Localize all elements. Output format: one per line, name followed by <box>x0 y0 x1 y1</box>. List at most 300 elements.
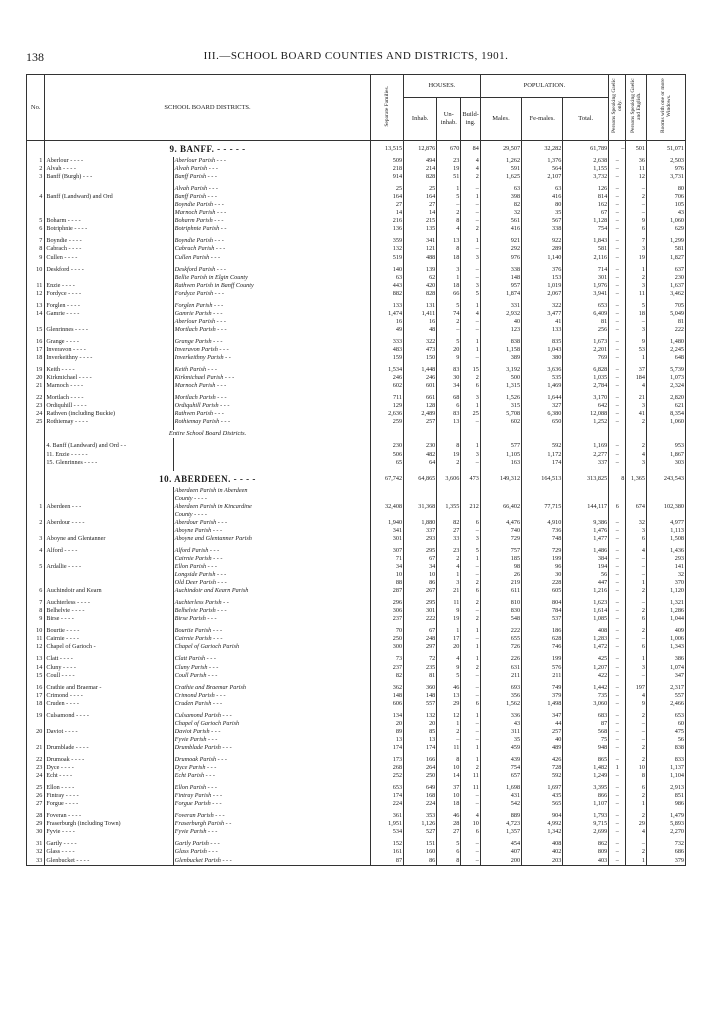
cell-g1: – <box>609 800 626 808</box>
cell-g1: – <box>609 217 626 225</box>
cell-no: 16 <box>27 338 45 346</box>
table-row <box>27 402 686 410</box>
cell-parish: Marnoch Parish - - - <box>173 209 370 217</box>
cell-inh: 1,411 <box>404 310 437 318</box>
cell-fam <box>370 495 403 503</box>
cell-district <box>45 736 173 744</box>
cell-g2: 8 <box>626 772 647 780</box>
cell-inh: 353 <box>404 812 437 820</box>
cell-r: 976 <box>646 165 685 173</box>
cell-g1: – <box>609 579 626 587</box>
cell-no: 25 <box>27 784 45 792</box>
cell-parish: Mortlach Parish - - - <box>173 326 370 334</box>
cell-parish: Old Deer Parish - - - <box>173 579 370 587</box>
cell-parish: Gamrie Parish - - - <box>173 310 370 318</box>
cell-tot: 1,249 <box>563 772 609 780</box>
cell-district: Forgue - - - - <box>45 800 173 808</box>
cell-f: 416 <box>522 193 563 201</box>
cell-parish: Daviot Parish - - - <box>173 728 370 736</box>
empty-cell <box>370 430 403 438</box>
cell-g1 <box>609 495 626 503</box>
cell-g1: – <box>609 318 626 326</box>
cell-g2: 6 <box>626 615 647 623</box>
cell-inh: 264 <box>404 764 437 772</box>
cell-g2: 9 <box>626 338 647 346</box>
cell-no: 5 <box>27 217 45 225</box>
cell-un: 9 <box>437 664 461 672</box>
cell-inh: 72 <box>404 655 437 663</box>
cell-bld: 2 <box>461 173 481 181</box>
cell-bld: 1 <box>461 302 481 310</box>
table-row <box>27 165 686 173</box>
cell-parish: Clatt Parish - - - <box>173 655 370 663</box>
cell-m: 315 <box>480 402 521 410</box>
cell-fam: 136 <box>370 225 403 233</box>
cell-bld: – <box>461 318 481 326</box>
cell-fam: 333 <box>370 338 403 346</box>
table-row <box>27 459 686 467</box>
cell-m: 542 <box>480 800 521 808</box>
table-row <box>27 487 686 495</box>
cell-bld: – <box>461 209 481 217</box>
table-row <box>27 812 686 820</box>
page-title: III.—SCHOOL BOARD COUNTIES AND DISTRICTS, 1901. <box>203 50 509 62</box>
census-table <box>26 74 686 866</box>
cell-g2: 18 <box>626 310 647 318</box>
cell-bld: – <box>461 607 481 615</box>
cell-tot: 313,825 <box>563 471 609 487</box>
table-row <box>27 527 686 535</box>
cell-m: 454 <box>480 840 521 848</box>
cell-r: 629 <box>646 225 685 233</box>
cell-fam: 10 <box>370 571 403 579</box>
empty-cell <box>626 430 647 438</box>
table-row <box>27 736 686 744</box>
table-row <box>27 828 686 836</box>
cell-no <box>27 720 45 728</box>
cell-g2: 4 <box>626 451 647 459</box>
cell-parish: Keith Parish - - - <box>173 366 370 374</box>
cell-r: 243,543 <box>646 471 685 487</box>
cell-no: 30 <box>27 828 45 836</box>
cell-fam: 602 <box>370 382 403 390</box>
cell-g2: – <box>626 555 647 563</box>
cell-tot: 2,201 <box>563 346 609 354</box>
col-gaelic-only <box>609 75 626 141</box>
county-total-row <box>27 471 686 487</box>
cell-f: 44 <box>522 720 563 728</box>
cell-fam: 359 <box>370 237 403 245</box>
cell-r: 732 <box>646 840 685 848</box>
cell-fam: 259 <box>370 418 403 426</box>
cell-no: 2 <box>27 519 45 527</box>
cell-fam: 300 <box>370 643 403 651</box>
cell-g2: – <box>626 720 647 728</box>
cell-r: 386 <box>646 655 685 663</box>
cell-m: 40 <box>480 318 521 326</box>
cell-bld <box>461 511 481 519</box>
cell-un: 8 <box>437 245 461 253</box>
cell-district: Fintray - - - - <box>45 792 173 800</box>
cell-fam: 173 <box>370 756 403 764</box>
cell-no: 11 <box>27 635 45 643</box>
cell-fam: 306 <box>370 607 403 615</box>
cell-g2: 2 <box>626 607 647 615</box>
cell-bld: 6 <box>461 519 481 527</box>
cell-r: 4,977 <box>646 519 685 527</box>
cell-fam: 250 <box>370 635 403 643</box>
table-row <box>27 245 686 253</box>
cell-tot: 12,088 <box>563 410 609 418</box>
cell-bld: 1 <box>461 627 481 635</box>
cell-r: 102,380 <box>646 503 685 511</box>
cell-r: 409 <box>646 627 685 635</box>
cell-g2: 2 <box>626 587 647 595</box>
cell-f: 1,172 <box>522 451 563 459</box>
cell-r: 51,071 <box>646 141 685 158</box>
cell-g1: – <box>609 599 626 607</box>
cell-m: 5,708 <box>480 410 521 418</box>
cell-fam: 914 <box>370 173 403 181</box>
cell-inh: 20 <box>404 720 437 728</box>
cell-fam: 87 <box>370 857 403 866</box>
cell-fam: 509 <box>370 157 403 165</box>
cell-f: 537 <box>522 615 563 623</box>
cell-g2: 6 <box>626 643 647 651</box>
cell-g2: 2 <box>626 848 647 856</box>
cell-tot: 6,409 <box>563 310 609 318</box>
cell-r: 1,867 <box>646 451 685 459</box>
cell-g2: 6 <box>626 535 647 543</box>
cell-tot: 1,107 <box>563 800 609 808</box>
cell-inh: 64,865 <box>404 471 437 487</box>
cell-f: 379 <box>522 692 563 700</box>
cell-f: 748 <box>522 535 563 543</box>
table-row <box>27 535 686 543</box>
cell-r: 222 <box>646 326 685 334</box>
cell-f: 347 <box>522 712 563 720</box>
cell-fam: 13 <box>370 736 403 744</box>
cell-fam: 230 <box>370 442 403 450</box>
cell-g2 <box>626 511 647 519</box>
cell-tot: 581 <box>563 245 609 253</box>
cell-bld: 15 <box>461 366 481 374</box>
cell-tot: 754 <box>563 225 609 233</box>
cell-fam: 67,742 <box>370 471 403 487</box>
cell-tot <box>563 487 609 495</box>
cell-un <box>437 495 461 503</box>
cell-m: 123 <box>480 326 521 334</box>
cell-bld: – <box>461 672 481 680</box>
cell-un: 21 <box>437 587 461 595</box>
cell-parish: Grange Parish - - - <box>173 338 370 346</box>
cell-tot: 1,476 <box>563 527 609 535</box>
page-number: 138 <box>26 50 44 64</box>
cell-m: 4,723 <box>480 820 521 828</box>
cell-g1: – <box>609 326 626 334</box>
empty-cell <box>437 430 461 438</box>
cell-district: Foveran - - - - <box>45 812 173 820</box>
cell-un: 20 <box>437 346 461 354</box>
cell-tot: 87 <box>563 720 609 728</box>
cell-f: 164,513 <box>522 471 563 487</box>
cell-un: 29 <box>437 700 461 708</box>
cell-bld: 6 <box>461 587 481 595</box>
cell-bld: – <box>461 266 481 274</box>
cell-g1: 6 <box>609 503 626 511</box>
cell-r: 1,120 <box>646 587 685 595</box>
cell-parish: Drumblade Parish - - - <box>173 744 370 752</box>
cell-tot: 422 <box>563 672 609 680</box>
cell-district <box>45 495 173 503</box>
cell-tot: 9,715 <box>563 820 609 828</box>
cell-district: Glenrinnes - - - - <box>45 326 173 334</box>
cell-g2: 1 <box>626 655 647 663</box>
cell-f: 4,992 <box>522 820 563 828</box>
cell-g1: – <box>609 635 626 643</box>
cell-g2: 4 <box>626 382 647 390</box>
cell-f: 228 <box>522 579 563 587</box>
cell-tot: 1,128 <box>563 217 609 225</box>
cell-fam: 237 <box>370 664 403 672</box>
col-inhab: Inhab. <box>404 97 437 140</box>
cell-tot: 1,252 <box>563 418 609 426</box>
cell-inh: 341 <box>404 237 437 245</box>
cell-g2 <box>626 487 647 495</box>
cell-no: 7 <box>27 599 45 607</box>
cell-tot: 735 <box>563 692 609 700</box>
cell-parish: Cairnie Parish - - - <box>173 555 370 563</box>
cell-tot: 1,976 <box>563 282 609 290</box>
table-row <box>27 692 686 700</box>
cell-inh: 86 <box>404 857 437 866</box>
cell-tot: 337 <box>563 459 609 467</box>
cell-tot: 447 <box>563 579 609 587</box>
cell-m: 729 <box>480 535 521 543</box>
cell-parish: Boyndie Parish - - - <box>173 237 370 245</box>
cell-district <box>45 318 173 326</box>
cell-f: 592 <box>522 442 563 450</box>
cell-tot: 683 <box>563 712 609 720</box>
cell-parish: Drumoak Parish - - - <box>173 756 370 764</box>
cell-bld: 4 <box>461 310 481 318</box>
cell-m: 331 <box>480 302 521 310</box>
cell-district: 11. Enzie - - - - - <box>45 451 173 459</box>
cell-un: 83 <box>437 366 461 374</box>
cell-parish: Rathven Parish - - - <box>173 410 370 418</box>
cell-inh: 62 <box>404 274 437 282</box>
cell-parish: Aberdeen Parish in Kincardine <box>173 503 370 511</box>
cell-f: 736 <box>522 527 563 535</box>
cell-parish: Fintray Parish - - - <box>173 792 370 800</box>
cell-fam: 73 <box>370 655 403 663</box>
cell-r: 1,321 <box>646 599 685 607</box>
cell-fam: 132 <box>370 245 403 253</box>
cell-m: 611 <box>480 587 521 595</box>
cell-inh: 1,126 <box>404 820 437 828</box>
cell-r: 293 <box>646 555 685 563</box>
table-row <box>27 326 686 334</box>
cell-g2: – <box>626 840 647 848</box>
cell-r: 1,480 <box>646 338 685 346</box>
cell-f: 6,380 <box>522 410 563 418</box>
cell-un: – <box>437 736 461 744</box>
subsection-title: Entire School Board Districts. <box>45 430 370 438</box>
cell-r: 370 <box>646 579 685 587</box>
cell-g1: – <box>609 728 626 736</box>
cell-r: 5,893 <box>646 820 685 828</box>
cell-parish: Fyvie Parish - - - <box>173 828 370 836</box>
cell-parish: Crathie and Braemar Parish <box>173 684 370 692</box>
cell-tot: 3,732 <box>563 173 609 181</box>
cell-un: 5 <box>437 302 461 310</box>
cell-g1 <box>609 511 626 519</box>
cell-bld: 1 <box>461 555 481 563</box>
cell-inh: 34 <box>404 563 437 571</box>
cell-g2: 3 <box>626 459 647 467</box>
cell-r: 557 <box>646 692 685 700</box>
cell-g2: 10 <box>626 764 647 772</box>
cell-bld: – <box>461 792 481 800</box>
cell-bld: 6 <box>461 382 481 390</box>
cell-fam: 1,951 <box>370 820 403 828</box>
table-row <box>27 857 686 866</box>
cell-m: 655 <box>480 635 521 643</box>
cell-district: Daviot - - - - <box>45 728 173 736</box>
cell-no <box>27 274 45 282</box>
cell-g1: – <box>609 225 626 233</box>
cell-m: 98 <box>480 563 521 571</box>
cell-g2: 3 <box>626 402 647 410</box>
cell-g2: 37 <box>626 366 647 374</box>
cell-inh: 214 <box>404 165 437 173</box>
cell-inh: 135 <box>404 225 437 233</box>
cell-g1: – <box>609 519 626 527</box>
cell-no: 19 <box>27 712 45 720</box>
cell-g2: 2 <box>626 756 647 764</box>
cell-parish: County - - - - <box>173 511 370 519</box>
cell-g1: – <box>609 587 626 595</box>
cell-parish: Alvah Parish - - - <box>173 185 370 193</box>
cell-m: 1,874 <box>480 290 521 298</box>
cell-g2: 6 <box>626 784 647 792</box>
cell-district: Enzie - - - - <box>45 282 173 290</box>
cell-no: 23 <box>27 764 45 772</box>
cell-g1: – <box>609 547 626 555</box>
cell-parish: Mortlach Parish - - - <box>173 394 370 402</box>
cell-tot: 6,828 <box>563 366 609 374</box>
cell-district: Auchterless - - - - <box>45 599 173 607</box>
cell-district: Birse - - - - <box>45 615 173 623</box>
cell-parish: Bourtie Parish - - - <box>173 627 370 635</box>
cell-r: 1,137 <box>646 764 685 772</box>
cell-no: 5 <box>27 563 45 571</box>
table-row <box>27 302 686 310</box>
cell-tot: 1,035 <box>563 374 609 382</box>
cell-g2: 1,365 <box>626 471 647 487</box>
cell-district: Glass - - - - <box>45 848 173 856</box>
cell-g1: – <box>609 366 626 374</box>
cell-fam: 1,474 <box>370 310 403 318</box>
cell-parish: Deskford Parish - - - <box>173 266 370 274</box>
cell-inh: 16 <box>404 318 437 326</box>
cell-no: 22 <box>27 756 45 764</box>
cell-parish: Fraserburgh Parish - - <box>173 820 370 828</box>
cell-g1: – <box>609 820 626 828</box>
cell-m: 82 <box>480 201 521 209</box>
cell-no <box>27 555 45 563</box>
cell-g1: – <box>609 209 626 217</box>
cell-no: 26 <box>27 792 45 800</box>
cell-tot: 1,216 <box>563 587 609 595</box>
cell-bld: 2 <box>461 599 481 607</box>
cell-no: 20 <box>27 728 45 736</box>
cell-m: 389 <box>480 354 521 362</box>
cell-inh: 246 <box>404 374 437 382</box>
cell-un: 4 <box>437 225 461 233</box>
cell-un: – <box>437 326 461 334</box>
cell-bld: 4 <box>461 157 481 165</box>
cell-no <box>27 495 45 503</box>
cell-tot: 1,085 <box>563 615 609 623</box>
cell-un: 4 <box>437 655 461 663</box>
table-row <box>27 282 686 290</box>
cell-r: 1,827 <box>646 254 685 262</box>
cell-inh: 128 <box>404 402 437 410</box>
cell-g1: – <box>609 185 626 193</box>
cell-inh: 160 <box>404 848 437 856</box>
cell-inh: 828 <box>404 290 437 298</box>
cell-no: 29 <box>27 820 45 828</box>
cell-g1: – <box>609 173 626 181</box>
table-row <box>27 201 686 209</box>
cell-r: 60 <box>646 720 685 728</box>
cell-f: 904 <box>522 812 563 820</box>
cell-m: 602 <box>480 418 521 426</box>
col-population: POPULATION. <box>480 75 608 98</box>
col-males: Males. <box>480 97 521 140</box>
cell-tot: 3,170 <box>563 394 609 402</box>
cell-m: 830 <box>480 607 521 615</box>
table-row <box>27 266 686 274</box>
cell-tot: 866 <box>563 792 609 800</box>
cell-district: Banff (Landward) and Ord <box>45 193 173 201</box>
cell-f: 835 <box>522 338 563 346</box>
cell-un: 13 <box>437 237 461 245</box>
cell-parish: Alford Parish - - - <box>173 547 370 555</box>
cell-f: 2,067 <box>522 290 563 298</box>
rooms-label: Rooms with one or more Windows. <box>659 78 672 134</box>
cell-no: 3 <box>27 173 45 181</box>
cell-fam: 287 <box>370 587 403 595</box>
cell-m: 1,357 <box>480 828 521 836</box>
cell-un: 27 <box>437 527 461 535</box>
empty-cell <box>522 430 563 438</box>
cell-g2: – <box>626 209 647 217</box>
cell-g1 <box>609 487 626 495</box>
table-row <box>27 756 686 764</box>
cell-parish: Ordiquhill Parish - - - <box>173 402 370 410</box>
cell-inh: 297 <box>404 643 437 651</box>
empty-cell <box>404 430 437 438</box>
table-header <box>27 75 686 141</box>
cell-g1: – <box>609 141 626 158</box>
cell-inh: 649 <box>404 784 437 792</box>
cell-g1: – <box>609 282 626 290</box>
cell-r: 56 <box>646 736 685 744</box>
cell-f: 628 <box>522 635 563 643</box>
table-row <box>27 684 686 692</box>
